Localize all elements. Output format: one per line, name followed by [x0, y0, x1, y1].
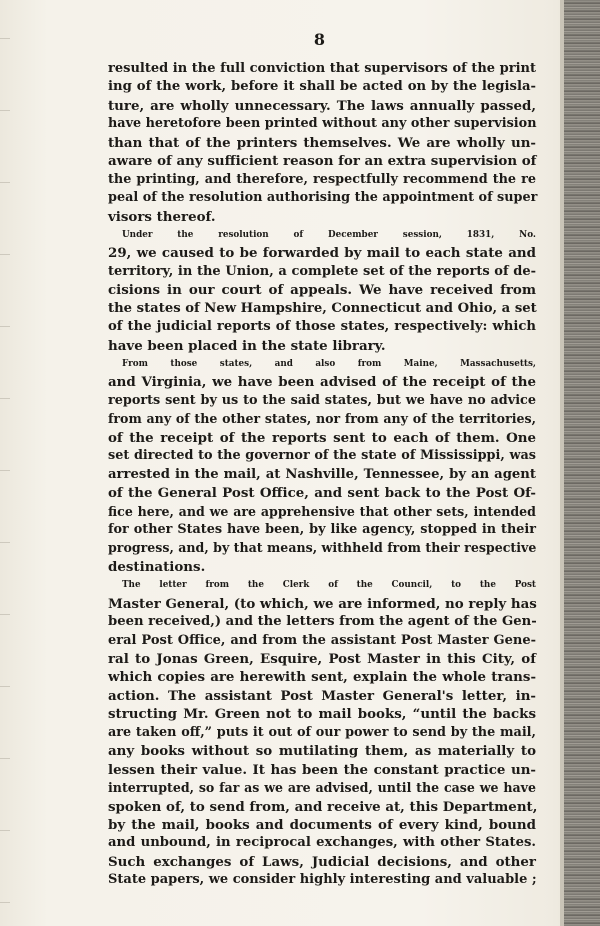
- text-line: of the receipt of the reports sent to each of them. One: [108, 429, 536, 446]
- text-line: State papers, we consider highly interesting and valuable ;: [108, 872, 537, 888]
- text-line: any books without so mutilating them, as materially to: [108, 743, 536, 760]
- text-line: of the General Post Office, and sent back to the Post Of-: [108, 485, 536, 502]
- text-line: fice here, and we are apprehensive that other sets, intended: [108, 503, 536, 519]
- text-line: the states of New Hampshire, Connecticut and Ohio, a set: [108, 300, 537, 316]
- text-line: and Virginia, we have been advised of the receipt of the: [108, 374, 536, 391]
- text-line: lessen their value. It has been the constant practice un-: [108, 761, 536, 778]
- text-line: action. The assistant Post Master General's letter, in-: [108, 687, 536, 704]
- text-line: cisions in our court of appeals. We have received from: [108, 282, 536, 299]
- text-line: territory, in the Union, a complete set of the reports of de-: [108, 263, 536, 279]
- text-line: progress, and, by that means, withheld from their respective: [108, 540, 537, 556]
- text-line: resulted in the full conviction that supervisors of the print: [108, 61, 536, 76]
- text-line: visors thereof.: [108, 208, 216, 225]
- page-number: 8: [313, 30, 327, 49]
- text-line: of the judicial reports of those states, respectively: which: [108, 319, 536, 335]
- page-left-edge: [0, 0, 10, 926]
- text-line: peal of the resolution authorising the appointment of super: [108, 190, 538, 206]
- text-line: Master General, (to which, we are informed, no reply has: [108, 595, 537, 612]
- text-line: destinations.: [108, 558, 206, 575]
- text-line: eral Post Office, and from the assistant Post Master Gene-: [108, 632, 536, 648]
- text-line: have been placed in the state library.: [108, 337, 386, 354]
- text-line: From those states, and also from Maine, Massachusetts,: [122, 359, 536, 369]
- text-line: spoken of, to send from, and receive at, this Department,: [108, 798, 538, 815]
- text-line: than that of the printers themselves. We are wholly un-: [108, 134, 536, 151]
- text-line: ture, are wholly unnecessary. The laws annually passed,: [108, 97, 536, 114]
- text-line: ral to Jonas Green, Esquire, Post Master in this City, of: [108, 651, 536, 667]
- text-line: by the mail, books and documents of every kind, bound: [108, 816, 536, 833]
- text-line: 29, we caused to be forwarded by mail to each state and: [108, 245, 536, 262]
- text-line: been received,) and the letters from the agent of the Gen-: [108, 614, 537, 630]
- text-line: The letter from the Clerk of the Council, to the Post: [122, 580, 536, 591]
- text-line: Such exchanges of Laws, Judicial decisions, and other: [108, 853, 536, 870]
- text-line: for other States have been, by like agency, stopped in their: [108, 521, 536, 537]
- text-line: and unbound, in reciprocal exchanges, with other States.: [108, 835, 536, 851]
- text-line: structing Mr. Green not to mail books, “until the backs: [108, 706, 536, 723]
- text-line: set directed to the governor of the state of Mississippi, was: [108, 448, 536, 464]
- text-line: aware of any sufficient reason for an extra supervision of: [108, 153, 537, 170]
- text-line: the printing, and therefore, respectfully recommend the re: [108, 171, 536, 187]
- text-line: are taken off,” puts it out of our power to send by the mail,: [108, 724, 536, 740]
- text-line: reports sent by us to the said states, but we have no advice: [108, 392, 536, 408]
- text-line: Under the resolution of December session, 1831, No.: [122, 229, 536, 240]
- text-line: interrupted, so far as we are advised, until the case we have: [108, 780, 536, 796]
- text-line: have heretofore been printed without any other supervision: [108, 116, 537, 132]
- body-text: [108, 60, 536, 890]
- text-line: from any of the other states, nor from any of the territories,: [108, 411, 536, 427]
- text-line: ing of the work, before it shall be acted on by the legisla-: [108, 79, 536, 95]
- text-line: arrested in the mail, at Nashville, Tennessee, by an agent: [108, 466, 536, 482]
- book-binding: [564, 0, 600, 926]
- text-line: which copies are herewith sent, explain the whole trans-: [108, 669, 536, 686]
